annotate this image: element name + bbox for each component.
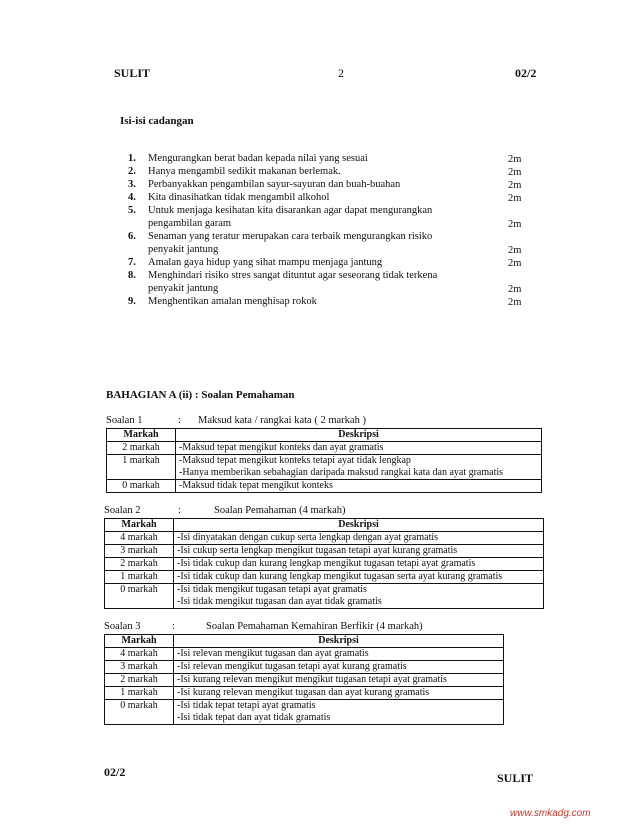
- markah-cell: 3 markah: [105, 661, 174, 674]
- header-deskripsi: Deskripsi: [174, 519, 544, 532]
- isi-item-text: penyakit jantung: [148, 244, 219, 255]
- table-header-row: [105, 635, 504, 648]
- deskripsi-line: -Maksud tepat mengikut konteks tetapi ayat tidak lengkap: [179, 455, 411, 466]
- isi-item-number: 5.: [128, 205, 136, 216]
- deskripsi-line: -Isi tidak cukup dan kurang lengkap mengikut tugasan serta ayat kurang gramatis: [177, 571, 503, 582]
- isi-item-mark: 2m: [508, 167, 522, 178]
- isi-item-mark: 2m: [508, 297, 522, 308]
- header-markah: Markah: [107, 429, 176, 442]
- markah-cell: 0 markah: [107, 480, 176, 493]
- isi-item-mark: 2m: [508, 193, 522, 204]
- deskripsi-line: -Maksud tepat mengikut konteks dan ayat gramatis: [179, 442, 384, 453]
- header-markah: Markah: [105, 635, 174, 648]
- isi-item-number: 1.: [128, 153, 136, 164]
- site-watermark: www.smkadg.com: [510, 808, 591, 819]
- table-row: [107, 480, 542, 493]
- deskripsi-line: -Isi dinyatakan dengan cukup serta lengkap dengan ayat gramatis: [177, 532, 439, 543]
- deskripsi-line: -Isi tidak mengikut tugasan dan ayat tidak gramatis: [177, 596, 382, 607]
- header-markah: Markah: [105, 519, 174, 532]
- deskripsi-cell: [176, 455, 542, 480]
- isi-item-mark: 2m: [508, 245, 522, 256]
- deskripsi-line: -Isi cukup serta lengkap mengikut tugasan tetapi ayat kurang gramatis: [177, 545, 458, 556]
- deskripsi-cell: [174, 661, 504, 674]
- markah-cell: 2 markah: [107, 442, 176, 455]
- isi-item: [128, 256, 548, 269]
- isi-item-text: Hanya mengambil sedikit makanan berlemak.: [148, 166, 341, 177]
- isi-item-text: Perbanyakkan pengambilan sayur-sayuran dan buah-buahan: [148, 179, 401, 190]
- markah-cell: 1 markah: [105, 571, 174, 584]
- table-row: [105, 558, 544, 571]
- table-row: [105, 545, 544, 558]
- markah-cell: 2 markah: [105, 674, 174, 687]
- isi-item: [128, 178, 548, 191]
- deskripsi-cell: [174, 687, 504, 700]
- isi-item: [128, 204, 548, 230]
- isi-item-text: Mengurangkan berat badan kepada nilai yang sesuai: [148, 153, 368, 164]
- soalan-2-table: [104, 518, 544, 609]
- deskripsi-cell: [174, 674, 504, 687]
- soalan-3-desc: Soalan Pemahaman Kemahiran Berfikir (4 markah): [206, 621, 423, 632]
- markah-cell: 1 markah: [105, 687, 174, 700]
- isi-item-text: Amalan gaya hidup yang sihat mampu menjaga jantung: [148, 257, 383, 268]
- deskripsi-cell: [174, 571, 544, 584]
- deskripsi-cell: [174, 558, 544, 571]
- soalan-1-table: [106, 428, 542, 493]
- header-code: 02/2: [515, 66, 537, 80]
- isi-item: [128, 152, 548, 165]
- header-deskripsi: Deskripsi: [174, 635, 504, 648]
- deskripsi-cell: [174, 532, 544, 545]
- deskripsi-line: -Isi kurang relevan mengikut tugasan dan ayat kurang gramatis: [177, 687, 430, 698]
- page-number: 2: [338, 66, 344, 80]
- markah-cell: 4 markah: [105, 532, 174, 545]
- isi-item-number: 3.: [128, 179, 136, 190]
- soalan-2-colon: :: [178, 505, 181, 516]
- deskripsi-cell: [176, 442, 542, 455]
- isi-item-mark: 2m: [508, 219, 522, 230]
- isi-item-mark: 2m: [508, 180, 522, 191]
- deskripsi-cell: [174, 545, 544, 558]
- table-row: [105, 661, 504, 674]
- isi-item: [128, 165, 548, 178]
- isi-item-text: pengambilan garam: [148, 218, 232, 229]
- isi-item-text: Untuk menjaga kesihatan kita disarankan agar dapat mengurangkan: [148, 205, 433, 216]
- isi-item-mark: 2m: [508, 258, 522, 269]
- table-header-row: [105, 519, 544, 532]
- deskripsi-cell: [174, 584, 544, 609]
- soalan-3-colon: :: [172, 621, 175, 632]
- deskripsi-cell: [174, 648, 504, 661]
- header-deskripsi: Deskripsi: [176, 429, 542, 442]
- soalan-1-desc: Maksud kata / rangkai kata ( 2 markah ): [198, 415, 366, 426]
- footer-code: 02/2: [104, 765, 126, 779]
- markah-cell: 3 markah: [105, 545, 174, 558]
- deskripsi-line: -Isi tidak cukup dan kurang lengkap mengikut tugasan tetapi ayat gramatis: [177, 558, 476, 569]
- isi-item-number: 9.: [128, 296, 136, 307]
- table-row: [107, 442, 542, 455]
- isi-item: [128, 191, 548, 204]
- markah-cell: 0 markah: [105, 584, 174, 609]
- isi-item: [128, 269, 548, 295]
- soalan-2-label: Soalan 2: [104, 505, 141, 516]
- markah-cell: 1 markah: [107, 455, 176, 480]
- isi-item-number: 2.: [128, 166, 136, 177]
- deskripsi-line: -Isi relevan mengikut tugasan dan ayat gramatis: [177, 648, 369, 659]
- isi-item-mark: 2m: [508, 284, 522, 295]
- soalan-1-label: Soalan 1: [106, 415, 143, 426]
- soalan-2-desc: Soalan Pemahaman (4 markah): [214, 505, 346, 516]
- isi-item-number: 6.: [128, 231, 136, 242]
- isi-title: Isi-isi cadangan: [120, 115, 194, 127]
- isi-item: [128, 230, 548, 256]
- section-title: BAHAGIAN A (ii) : Soalan Pemahaman: [106, 389, 295, 401]
- isi-item-text: Senaman yang teratur merupakan cara terbaik mengurangkan risiko: [148, 231, 433, 242]
- deskripsi-line: -Isi kurang relevan mengikut mengikut tugasan tetapi ayat gramatis: [177, 674, 447, 685]
- soalan-1-colon: :: [178, 415, 181, 426]
- deskripsi-line: -Maksud tidak tepat mengikut konteks: [179, 480, 333, 491]
- isi-item-text: penyakit jantung: [148, 283, 219, 294]
- footer-sulit: SULIT: [497, 771, 534, 785]
- table-row: [105, 584, 544, 609]
- deskripsi-cell: [174, 700, 504, 725]
- table-row: [105, 674, 504, 687]
- isi-item-text: Menghindari risiko stres sangat dituntut agar seseorang tidak terkena: [148, 270, 438, 281]
- isi-item-number: 8.: [128, 270, 136, 281]
- deskripsi-line: -Hanya memberikan sebahagian daripada maksud rangkai kata dan ayat gramatis: [179, 467, 504, 478]
- table-row: [105, 648, 504, 661]
- deskripsi-cell: [176, 480, 542, 493]
- isi-item-mark: 2m: [508, 154, 522, 165]
- markah-cell: 4 markah: [105, 648, 174, 661]
- table-row: [107, 455, 542, 480]
- isi-item-text: Kita dinasihatkan tidak mengambil alkohol: [148, 192, 330, 203]
- deskripsi-line: -Isi tidak tepat tetapi ayat gramatis: [177, 700, 316, 711]
- deskripsi-line: -Isi tidak mengikut tugasan tetapi ayat gramatis: [177, 584, 367, 595]
- isi-item-text: Menghentikan amalan menghisap rokok: [148, 296, 317, 307]
- table-header-row: [107, 429, 542, 442]
- isi-item: [128, 295, 548, 308]
- table-row: [105, 532, 544, 545]
- deskripsi-line: -Isi relevan mengikut tugasan tetapi ayat kurang gramatis: [177, 661, 407, 672]
- markah-cell: 0 markah: [105, 700, 174, 725]
- header-sulit: SULIT: [114, 66, 151, 80]
- deskripsi-line: -Isi tidak tepat dan ayat tidak gramatis: [177, 712, 331, 723]
- table-row: [105, 687, 504, 700]
- table-row: [105, 700, 504, 725]
- soalan-3-label: Soalan 3: [104, 621, 141, 632]
- isi-item-number: 7.: [128, 257, 136, 268]
- soalan-3-table: [104, 634, 504, 725]
- markah-cell: 2 markah: [105, 558, 174, 571]
- table-row: [105, 571, 544, 584]
- isi-item-number: 4.: [128, 192, 136, 203]
